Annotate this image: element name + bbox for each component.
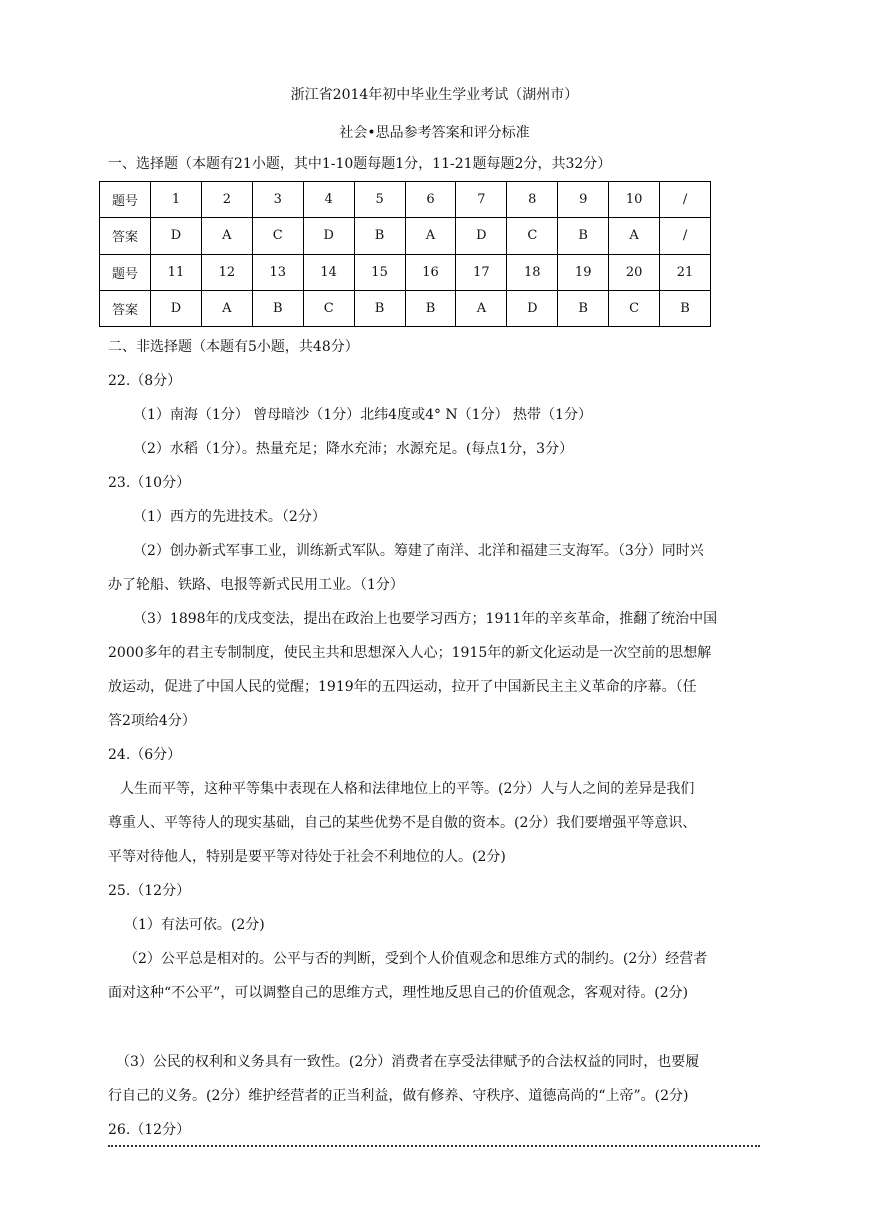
table-row-label: 题号 bbox=[100, 182, 151, 218]
table-cell: A bbox=[609, 218, 660, 254]
table-cell: B bbox=[354, 218, 405, 254]
table-cell: B bbox=[252, 290, 303, 326]
table-row bbox=[100, 290, 711, 326]
table-cell: C bbox=[507, 218, 558, 254]
q22-part1: （1）南海（1分） 曾母暗沙（1分）北纬4度或4° N（1分） 热带（1分） bbox=[133, 407, 592, 423]
table-cell: 20 bbox=[609, 254, 660, 290]
table-cell: 13 bbox=[252, 254, 303, 290]
dotted-divider bbox=[108, 1145, 760, 1147]
q24-heading: 24.（6分） bbox=[108, 747, 182, 763]
table-cell: A bbox=[456, 290, 507, 326]
table-cell: B bbox=[558, 218, 609, 254]
q24-line2: 尊重人、平等待人的现实基础，自己的某些优势不是自傲的资本。(2分）我们要增强平等意识、 bbox=[108, 815, 697, 831]
table-row-label: 答案 bbox=[100, 218, 151, 254]
table-cell: 2 bbox=[201, 182, 252, 218]
q22-heading: 22.（8分） bbox=[108, 373, 182, 389]
table-cell: 5 bbox=[354, 182, 405, 218]
table-cell: 6 bbox=[405, 182, 456, 218]
table-cell: 16 bbox=[405, 254, 456, 290]
q25-heading: 25.（12分） bbox=[108, 883, 191, 899]
table-cell: / bbox=[660, 182, 711, 218]
table-cell: 1 bbox=[151, 182, 202, 218]
table-cell: 3 bbox=[252, 182, 303, 218]
q23-part2-line1: （2）创办新式军事工业，训练新式军队。筹建了南洋、北洋和福建三支海军。（3分）同时兴 bbox=[133, 543, 704, 559]
table-cell: A bbox=[201, 218, 252, 254]
document-title: 浙江省2014年初中毕业生学业考试（湖州市） bbox=[290, 87, 579, 103]
table-cell: 4 bbox=[303, 182, 354, 218]
table-cell: A bbox=[405, 218, 456, 254]
table-cell: 10 bbox=[609, 182, 660, 218]
table-cell: D bbox=[303, 218, 354, 254]
table-cell: 12 bbox=[201, 254, 252, 290]
table-row-label: 答案 bbox=[100, 290, 151, 326]
q24-line3: 平等对待他人，特别是要平等对待处于社会不利地位的人。(2分) bbox=[108, 849, 506, 865]
q23-part3-line3: 放运动，促进了中国人民的觉醒；1919年的五四运动，拉开了中国新民主主义革命的序幕。（任 bbox=[108, 679, 697, 695]
table-cell: D bbox=[151, 290, 202, 326]
table-cell: B bbox=[354, 290, 405, 326]
table-cell: D bbox=[151, 218, 202, 254]
table-cell: 19 bbox=[558, 254, 609, 290]
document-subtitle: 社会•思品参考答案和评分标准 bbox=[339, 125, 530, 141]
table-cell: 9 bbox=[558, 182, 609, 218]
table-cell: C bbox=[252, 218, 303, 254]
answer-table bbox=[99, 181, 711, 327]
table-cell: 21 bbox=[660, 254, 711, 290]
q23-heading: 23.（10分） bbox=[108, 475, 191, 491]
q23-part3-line1: （3）1898年的戊戌变法，提出在政治上也要学习西方；1911年的辛亥革命，推翻了统治中国 bbox=[133, 611, 718, 627]
table-cell: 15 bbox=[354, 254, 405, 290]
table-cell: 7 bbox=[456, 182, 507, 218]
table-cell: C bbox=[303, 290, 354, 326]
table-cell: C bbox=[609, 290, 660, 326]
table-cell: B bbox=[405, 290, 456, 326]
q23-part3-line4: 答2项给4分） bbox=[108, 713, 196, 729]
q25-part3-line1: （3）公民的权利和义务具有一致性。(2分）消费者在享受法律赋予的合法权益的同时，也要履 bbox=[116, 1054, 700, 1070]
table-cell: A bbox=[201, 290, 252, 326]
table-cell: 18 bbox=[507, 254, 558, 290]
table-row bbox=[100, 218, 711, 254]
q23-part3-line2: 2000多年的君主专制制度，使民主共和思想深入人心；1915年的新文化运动是一次空前的思想解 bbox=[108, 645, 712, 661]
table-cell: 17 bbox=[456, 254, 507, 290]
q23-part2-line2: 办了轮船、铁路、电报等新式民用工业。（1分） bbox=[108, 577, 404, 593]
table-cell: 11 bbox=[151, 254, 202, 290]
q23-part1: （1）西方的先进技术。（2分） bbox=[133, 509, 326, 525]
table-cell: 8 bbox=[507, 182, 558, 218]
q25-part1: （1）有法可依。(2分) bbox=[124, 917, 265, 933]
q24-line1: 人生而平等，这种平等集中表现在人格和法律地位上的平等。(2分）人与人之间的差异是我们 bbox=[120, 781, 695, 797]
q26-heading: 26.（12分） bbox=[108, 1122, 191, 1138]
q25-part2-line2: 面对这种“不公平”，可以调整自己的思维方式，理性地反思自己的价值观念，客观对待。(2分) bbox=[108, 985, 689, 1001]
section-1-heading: 一、选择题（本题有21小题，其中1-10题每题1分，11-21题每题2分，共32分） bbox=[108, 156, 612, 172]
table-cell: / bbox=[660, 218, 711, 254]
table-cell: B bbox=[660, 290, 711, 326]
table-cell: B bbox=[558, 290, 609, 326]
section-2-heading: 二、非选择题（本题有5小题，共48分） bbox=[108, 339, 359, 355]
table-cell: 14 bbox=[303, 254, 354, 290]
q22-part2: （2）水稻（1分）。热量充足；降水充沛；水源充足。(每点1分，3分） bbox=[133, 441, 574, 457]
table-cell: D bbox=[507, 290, 558, 326]
table-cell: D bbox=[456, 218, 507, 254]
q25-part3-line2: 行自己的义务。(2分）维护经营者的正当利益，做有修养、守秩序、道德高尚的“上帝”。(2分) bbox=[108, 1088, 689, 1104]
table-row bbox=[100, 182, 711, 218]
q25-part2-line1: （2）公平总是相对的。公平与否的判断，受到个人价值观念和思维方式的制约。(2分）经营者 bbox=[124, 951, 708, 967]
table-row-label: 题号 bbox=[100, 254, 151, 290]
table-row bbox=[100, 254, 711, 290]
